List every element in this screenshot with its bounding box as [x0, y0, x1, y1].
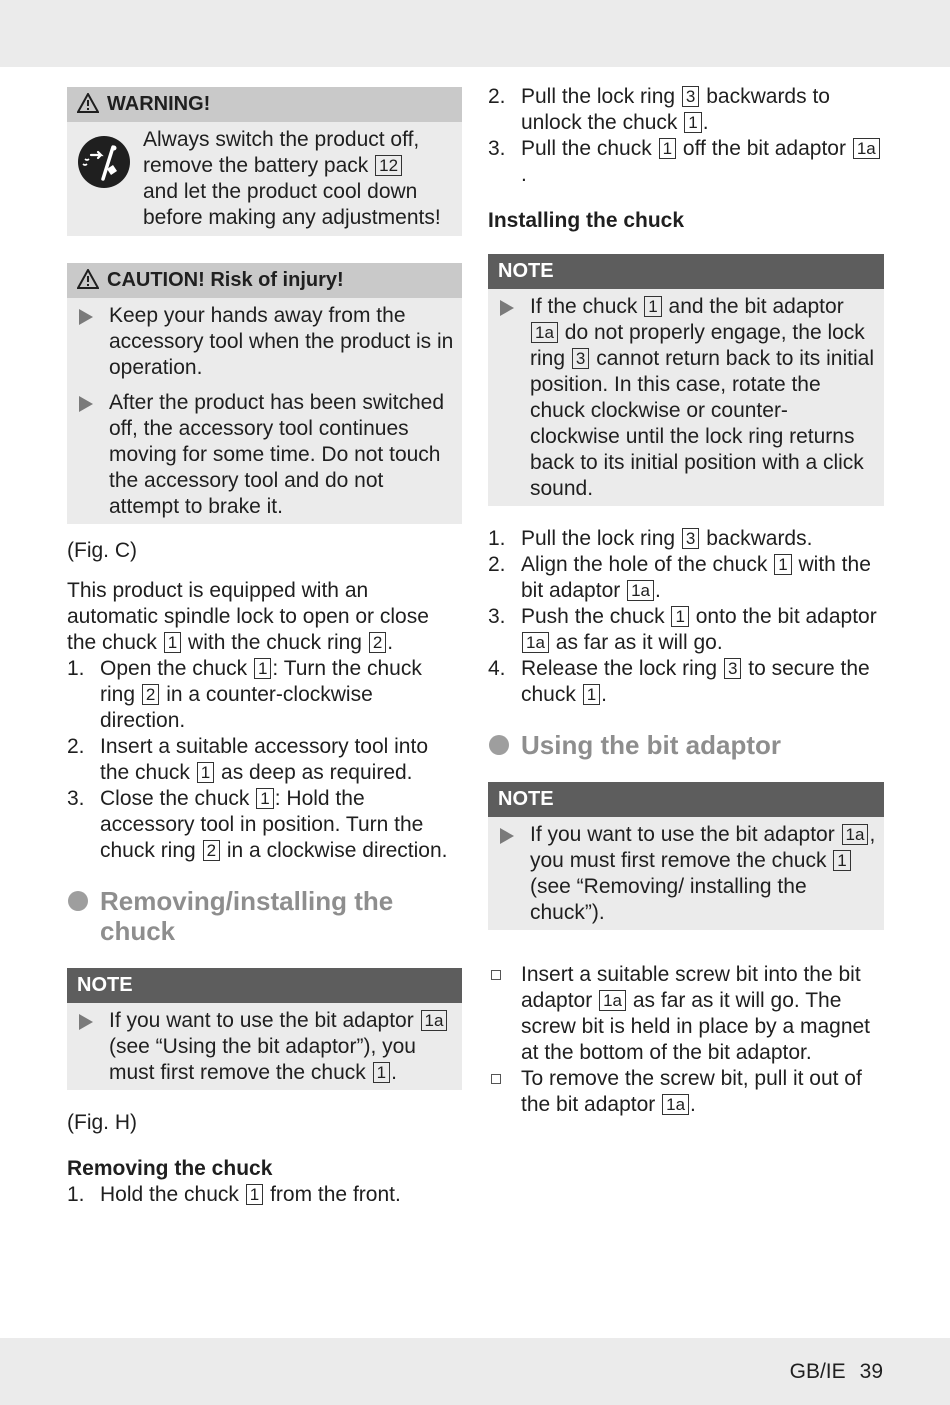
caution-header — [67, 263, 462, 298]
list-item — [488, 136, 884, 188]
ref-badge: 1 — [774, 554, 791, 575]
intro-paragraph — [67, 578, 462, 656]
warning-line: and let the product cool down — [143, 180, 418, 203]
step-text: backwards. — [706, 527, 813, 550]
list-item-text: (see “Using the bit adaptor”), you must first remove the chuck — [109, 1035, 416, 1084]
step-text: . — [655, 579, 661, 602]
warning-line: Always switch the product off, — [143, 128, 420, 151]
list-item — [77, 1008, 454, 1086]
open-close-steps — [67, 656, 462, 864]
step-number: 3. — [488, 137, 506, 160]
step-text: Hold the chuck — [100, 1183, 239, 1206]
checkbox-square-icon — [491, 970, 501, 980]
list-item — [488, 962, 884, 1066]
caution-title: CAUTION! Risk of injury! — [107, 269, 344, 291]
step-text: as far as it will go. — [555, 631, 723, 654]
step-text: in a clockwise direction. — [226, 839, 448, 862]
ref-badge: 1 — [256, 788, 273, 809]
ref-badge: 1a — [662, 1094, 689, 1115]
step-text: with the bit adaptor — [521, 553, 871, 602]
list-item — [67, 734, 462, 786]
ref-badge: 3 — [572, 348, 589, 369]
note-list — [67, 1003, 462, 1090]
fig-h-reference: (Fig. H) — [67, 1111, 137, 1134]
list-item-text: After the product has been switched off, the accessory tool continues moving for some time. Do not touch the accessory tool and do not attempt to brake it. — [109, 391, 445, 518]
step-text: . — [690, 1093, 696, 1116]
warning-line: before making any adjustments! — [143, 206, 441, 229]
ref-badge: 3 — [724, 658, 741, 679]
step-text: . — [521, 163, 527, 186]
ref-badge: 1 — [373, 1062, 390, 1083]
warning-box — [67, 87, 462, 236]
ref-badge: 3 — [682, 86, 699, 107]
step-number: 1. — [67, 1183, 85, 1206]
step-text: Close the chuck — [100, 787, 250, 810]
bullet-dot-icon — [68, 891, 88, 911]
ref-badge: 1a — [842, 824, 869, 845]
step-number: 3. — [67, 787, 85, 810]
ref-badge: 1a — [627, 580, 654, 601]
list-item — [488, 552, 884, 604]
step-text: : Hold the accessory tool in position. Turn the chuck ring — [100, 787, 424, 862]
step-number: 1. — [488, 527, 506, 550]
step-number: 3. — [488, 605, 506, 628]
triangle-bullet-icon — [79, 1014, 93, 1030]
note-list — [488, 817, 884, 930]
section-heading-remove-install — [67, 886, 462, 946]
step-text: in a counter-clockwise direction. — [100, 683, 373, 732]
list-item-text: cannot return back to its initial position. In this case, rotate the chuck clockwise or counter-clockwise until the lock ring returns back to its initial position with a click sound. — [530, 347, 874, 500]
list-item — [488, 526, 884, 552]
bit-adaptor-steps — [488, 962, 884, 1118]
step-number: 2. — [488, 553, 506, 576]
ref-badge: 1a — [531, 322, 558, 343]
list-item-text: do not properly engage, the lock ring — [530, 321, 865, 370]
list-item — [67, 786, 462, 864]
ref-badge: 12 — [375, 155, 402, 176]
ref-badge: 1a — [599, 990, 626, 1011]
caution-list — [67, 298, 462, 524]
step-number: 2. — [488, 85, 506, 108]
list-item-text: , you must first remove the chuck — [530, 823, 876, 872]
triangle-bullet-icon — [500, 828, 514, 844]
step-text: from the front. — [270, 1183, 401, 1206]
step-text: onto the bit adaptor — [695, 605, 877, 628]
ref-badge: 3 — [682, 528, 699, 549]
bullet-dot-icon — [489, 735, 509, 755]
list-item-text: Keep your hands away from the accessory tool when the product is in operation. — [109, 304, 454, 379]
header-band — [0, 0, 950, 67]
list-item-text: and the bit adaptor — [668, 295, 844, 318]
step-text: Push the chuck — [521, 605, 665, 628]
list-item — [77, 303, 454, 381]
ref-badge: 1 — [197, 762, 214, 783]
intro-text: with the chuck ring — [188, 631, 362, 654]
list-item — [67, 1182, 462, 1208]
list-item — [488, 1066, 884, 1118]
step-text: backwards to unlock the chuck — [521, 85, 830, 134]
warning-line — [143, 153, 450, 179]
removing-chuck-heading: Removing the chuck — [67, 1157, 273, 1180]
intro-text: This product is equipped with an automatic spindle lock to open or close the chuck — [67, 579, 429, 654]
step-text: as far as it will go. The screw bit is held in place by a magnet at the bottom of the bit adaptor. — [521, 989, 871, 1064]
step-text: Pull the chuck — [521, 137, 652, 160]
triangle-bullet-icon — [500, 300, 514, 316]
note-box — [488, 254, 884, 506]
step-text: Open the chuck — [100, 657, 248, 680]
list-item — [488, 656, 884, 708]
note-list — [488, 289, 884, 506]
caution-box — [67, 263, 462, 524]
note-header: NOTE — [67, 968, 462, 1003]
list-item-text: . — [391, 1061, 397, 1084]
fig-c-reference: (Fig. C) — [67, 539, 137, 562]
page-footer — [790, 1359, 883, 1385]
ref-badge: 2 — [203, 840, 220, 861]
ref-badge: 1 — [644, 296, 661, 317]
step-number: 4. — [488, 657, 506, 680]
list-item — [488, 604, 884, 656]
ref-badge: 2 — [142, 684, 159, 705]
list-item — [77, 390, 454, 520]
step-text: off the bit adaptor — [682, 137, 846, 160]
ref-badge: 1 — [659, 138, 676, 159]
ref-badge: 1 — [583, 684, 600, 705]
removing-steps-right — [488, 84, 884, 188]
list-item-text: If the chuck — [530, 295, 638, 318]
warning-line-text: remove the battery pack — [143, 154, 369, 177]
warning-header — [67, 87, 462, 122]
switch-off-hand-icon — [77, 135, 131, 189]
installing-steps — [488, 526, 884, 708]
ref-badge: 1 — [246, 1184, 263, 1205]
list-item-text: If you want to use the bit adaptor — [109, 1009, 414, 1032]
step-text: To remove the screw bit, pull it out of the bit adaptor — [521, 1067, 862, 1116]
list-item-text: (see “Removing/ installing the chuck”). — [530, 875, 807, 924]
right-column — [488, 84, 884, 1118]
ref-badge: 1 — [684, 112, 701, 133]
step-text: to secure the chuck — [521, 657, 870, 706]
list-item-text: If you want to use the bit adaptor — [530, 823, 835, 846]
ref-badge: 1a — [853, 138, 880, 159]
note-box — [67, 968, 462, 1090]
page-number: 39 — [859, 1360, 883, 1383]
ref-badge: 2 — [369, 632, 386, 653]
footer-locale: GB/IE — [789, 1360, 846, 1383]
intro-text: . — [387, 631, 394, 654]
section-heading-text: Removing/installing the chuck — [100, 886, 394, 946]
checkbox-square-icon — [491, 1074, 501, 1084]
step-text: Release the lock ring — [521, 657, 718, 680]
warning-title: WARNING! — [107, 93, 211, 115]
step-text: as deep as required. — [221, 761, 413, 784]
list-item — [488, 84, 884, 136]
ref-badge: 1 — [833, 850, 850, 871]
section-heading-text: Using the bit adaptor — [521, 730, 781, 760]
removing-steps-left — [67, 1182, 462, 1208]
ref-badge: 1a — [421, 1010, 448, 1031]
ref-badge: 1 — [164, 632, 181, 653]
step-text: Insert a suitable screw bit into the bit adaptor — [521, 963, 861, 1012]
step-number: 2. — [67, 735, 85, 758]
step-text: Pull the lock ring — [521, 85, 676, 108]
step-text: Insert a suitable accessory tool into the chuck — [100, 735, 429, 784]
left-column — [67, 87, 462, 1208]
step-number: 1. — [67, 657, 85, 680]
list-item — [498, 822, 876, 926]
ref-badge: 1 — [671, 606, 688, 627]
warning-triangle-icon — [77, 93, 99, 113]
step-text: . — [601, 683, 608, 706]
ref-badge: 1 — [254, 658, 271, 679]
triangle-bullet-icon — [79, 396, 93, 412]
section-heading-bit-adaptor — [488, 730, 884, 760]
note-header: NOTE — [488, 782, 884, 817]
list-item — [67, 656, 462, 734]
list-item — [498, 294, 876, 502]
step-text: Align the hole of the chuck — [521, 553, 768, 576]
warning-triangle-icon — [77, 269, 99, 289]
step-text: : Turn the chuck ring — [100, 657, 422, 706]
step-text: . — [702, 111, 709, 134]
warning-text — [143, 127, 450, 231]
note-header: NOTE — [488, 254, 884, 289]
step-text: Pull the lock ring — [521, 527, 676, 550]
note-box — [488, 782, 884, 930]
ref-badge: 1a — [522, 632, 549, 653]
triangle-bullet-icon — [79, 309, 93, 325]
installing-chuck-heading: Installing the chuck — [488, 209, 685, 232]
warning-body — [67, 122, 462, 236]
